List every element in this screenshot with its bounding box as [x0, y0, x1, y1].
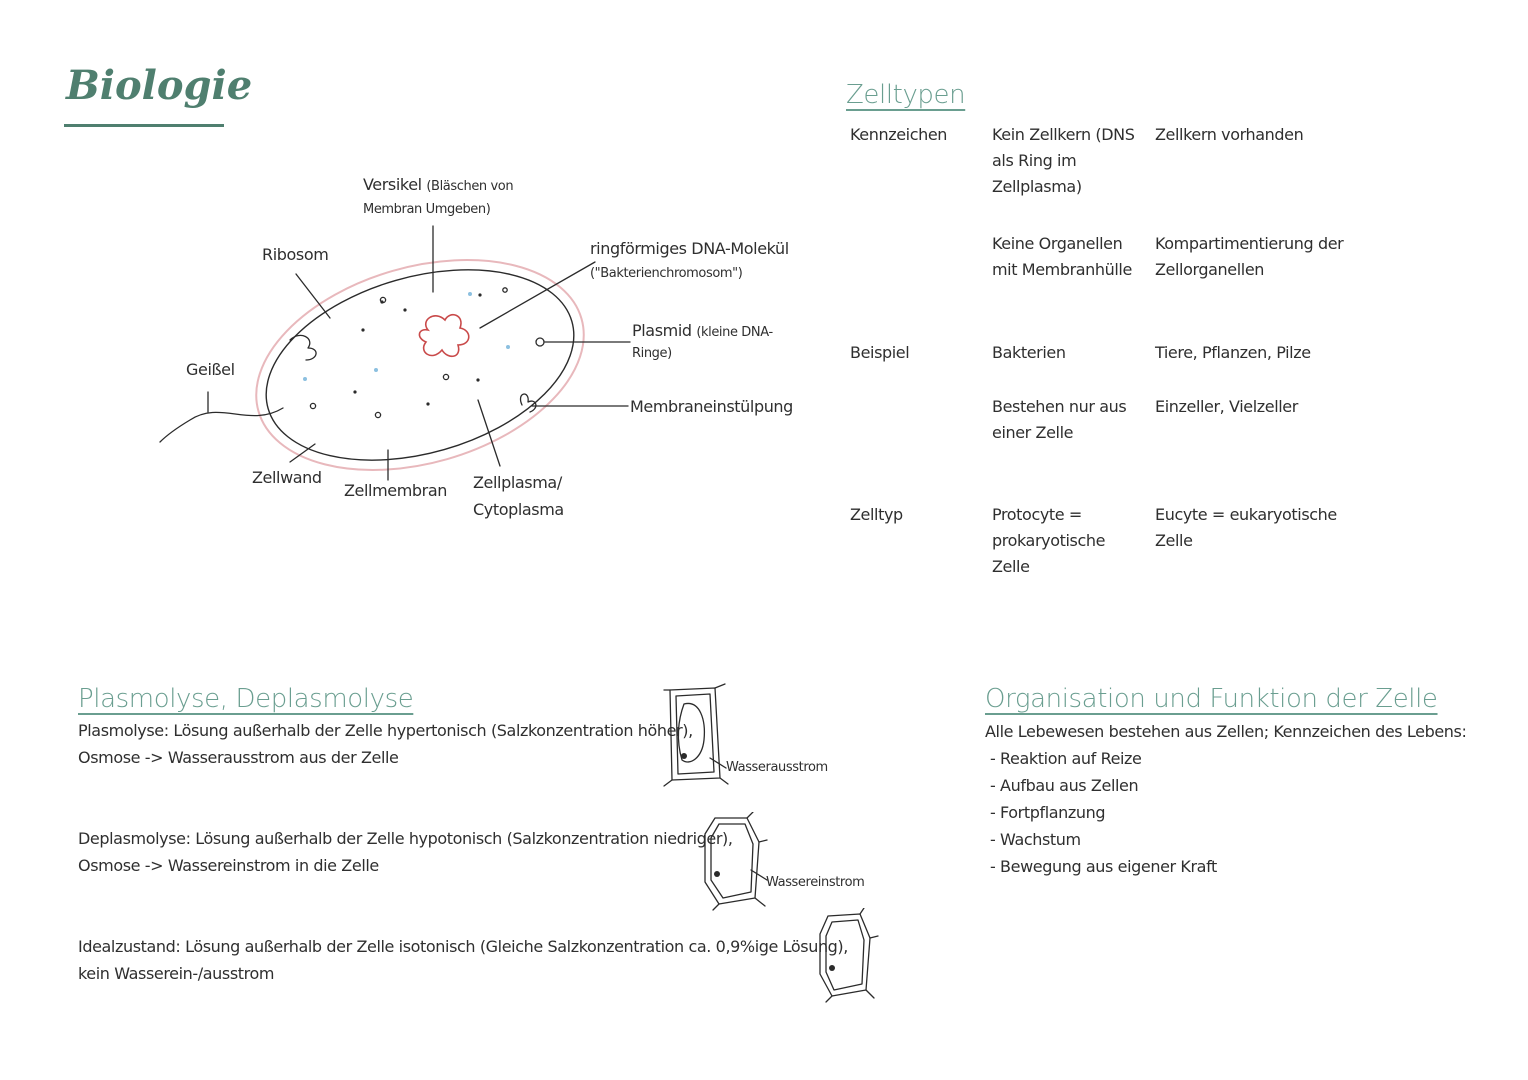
cell-euk-1: Zellkern vorhanden — [1155, 125, 1304, 144]
plasmolysis-cell-sketch — [660, 680, 730, 790]
organisation-item: - Aufbau aus Zellen — [990, 776, 1139, 795]
label-geissel: Geißel — [186, 360, 235, 379]
label-zellplasma: Zellplasma/ — [473, 473, 562, 492]
organisation-intro: Alle Lebewesen bestehen aus Zellen; Kennzeichen des Lebens: — [985, 722, 1467, 741]
label-wasserausstrom: Wasserausstrom — [726, 760, 828, 775]
label-zellmembran: Zellmembran — [344, 481, 447, 500]
deplasmolysis-cell-sketch — [695, 812, 775, 912]
cell-prok-3: Bakterien — [992, 343, 1066, 362]
plasmolyse-text-1: Plasmolyse: Lösung außerhalb der Zelle hypertonisch (Salzkonzentration höher), — [78, 721, 693, 740]
organisation-item: - Fortpflanzung — [990, 803, 1106, 822]
deplasmolyse-text-2: Osmose -> Wassereinstrom in die Zelle — [78, 856, 379, 875]
row-label-zelltyp: Zelltyp — [850, 505, 903, 524]
organisation-item: - Wachstum — [990, 830, 1081, 849]
label-cytoplasma: Cytoplasma — [473, 500, 564, 519]
label-plasmid-note: Ringe) — [632, 346, 672, 361]
label-zellwand: Zellwand — [252, 468, 322, 487]
plasmid-shape — [536, 338, 544, 346]
label-plasmid: Plasmid (kleine DNA- — [632, 321, 773, 340]
label-versikel-note: Membran Umgeben) — [363, 202, 491, 217]
plasmolyse-text-2: Osmose -> Wasserausstrom aus der Zelle — [78, 748, 399, 767]
cell-prok-4: Bestehen nur aus einer Zelle — [992, 397, 1127, 442]
row-label-kennzeichen: Kennzeichen — [850, 125, 948, 144]
idealzustand-text-2: kein Wasserein-/ausstrom — [78, 964, 275, 983]
dna-molecule-shape — [419, 315, 468, 357]
label-membraneinstuelpung: Membraneinstülpung — [630, 397, 793, 416]
cell-prok-1: Kein Zellkern (DNS als Ring im Zellplasma) — [992, 125, 1135, 196]
cell-euk-5: Eucyte = eukaryotische Zelle — [1155, 505, 1337, 550]
page-title: Biologie — [66, 62, 253, 109]
cell-euk-3: Tiere, Pflanzen, Pilze — [1155, 343, 1311, 362]
organisation-item: - Bewegung aus eigener Kraft — [990, 857, 1217, 876]
label-ribosom: Ribosom — [262, 245, 329, 264]
ribosome-shape — [290, 335, 316, 360]
isotonic-cell-sketch — [812, 908, 882, 1003]
deplasmolyse-text-1: Deplasmolyse: Lösung außerhalb der Zelle hypotonisch (Salzkonzentration niedriger), — [78, 829, 733, 848]
cell-euk-4: Einzeller, Vielzeller — [1155, 397, 1298, 416]
row-label-beispiel: Beispiel — [850, 343, 910, 362]
idealzustand-text-1: Idealzustand: Lösung außerhalb der Zelle isotonisch (Gleiche Salzkonzentration ca. 0,9%ige Lösung), — [78, 937, 848, 956]
plasmolyse-heading: Plasmolyse, Deplasmolyse — [78, 684, 414, 714]
zelltypen-heading: Zelltypen — [846, 80, 966, 110]
label-versikel: Versikel (Bläschen von — [363, 175, 514, 194]
label-wassereinstrom: Wassereinstrom — [766, 875, 865, 890]
cell-prok-5: Protocyte = prokaryotische Zelle — [992, 505, 1106, 576]
cell-euk-2: Kompartimentierung der Zellorganellen — [1155, 234, 1344, 279]
organisation-heading: Organisation und Funktion der Zelle — [985, 684, 1438, 714]
title-underline — [64, 124, 224, 127]
label-dna-note: ("Bakterienchromosom") — [590, 266, 743, 281]
invagination-shape — [520, 394, 535, 412]
cell-prok-2: Keine Organellen mit Membranhülle — [992, 234, 1132, 279]
label-dna: ringförmiges DNA-Molekül — [590, 239, 789, 258]
organisation-item: - Reaktion auf Reize — [990, 749, 1142, 768]
